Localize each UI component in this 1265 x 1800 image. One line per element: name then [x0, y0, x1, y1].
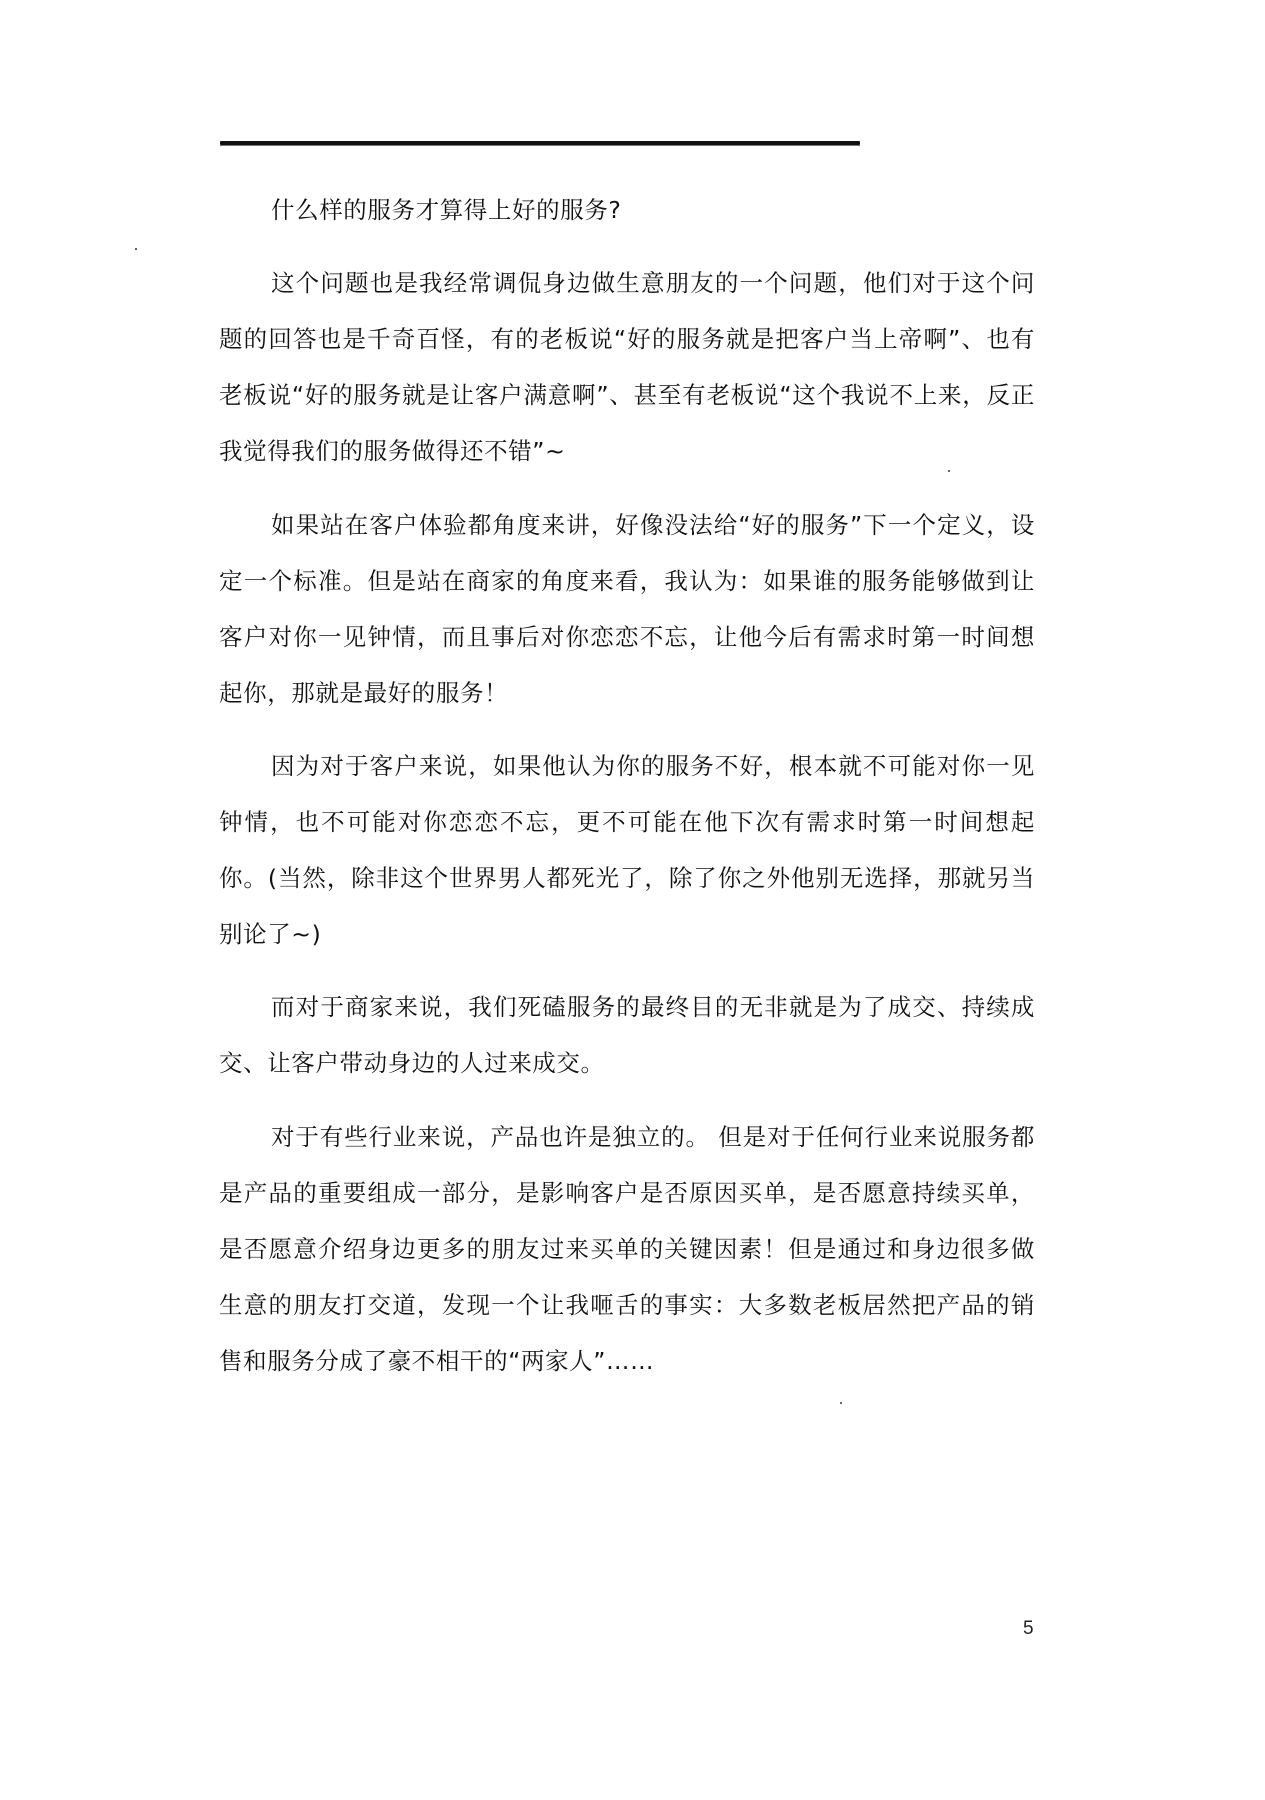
paragraph-3: 因为对于客户来说，如果他认为你的服务不好，根本就不可能对你一见钟情，也不可能对你恋恋不忘，更不可能在他下次有需求时第一时间想起你。(当然，除非这个世界男人都死光了，除了你之外他别无选择，那就另当别论了~): [219, 752, 1035, 948]
scan-speck: [840, 1402, 842, 1404]
scan-speck: [135, 248, 137, 250]
paragraph-1: 这个问题也是我经常调侃身边做生意朋友的一个问题，他们对于这个问题的回答也是千奇百怪，有的老板说“好的服务就是把客户当上帝啊”、也有老板说“好的服务就是让客户满意啊”、甚至有老板说“这个我说不上来，反正我觉得我们的服务做得还不错”~: [219, 269, 1035, 465]
section-question: 什么样的服务才算得上好的服务?: [271, 196, 622, 224]
paragraph-5: 对于有些行业来说，产品也许是独立的。 但是对于任何行业来说服务都是产品的重要组成一部分，是影响客户是否原因买单，是否愿意持续买单，是否愿意介绍身边更多的朋友过来买单的关键因素！但是通过和身边很多做生意的朋友打交道，发现一个让我咂舌的事实：大多数老板居然把产品的销售和服务分成了豪不相干的“两家人”……: [219, 1123, 1035, 1375]
scan-speck: [948, 470, 950, 472]
paragraph-4: 而对于商家来说，我们死磕服务的最终目的无非就是为了成交、持续成交、让客户带动身边的人过来成交。: [219, 993, 1035, 1077]
page-number: 5: [1023, 1618, 1034, 1639]
header-rule: [220, 141, 860, 145]
paragraph-2: 如果站在客户体验都角度来讲，好像没法给“好的服务”下一个定义，设定一个标准。但是站在商家的角度来看，我认为：如果谁的服务能够做到让客户对你一见钟情，而且事后对你恋恋不忘，让他今后有需求时第一时间想起你，那就是最好的服务！: [219, 511, 1035, 707]
